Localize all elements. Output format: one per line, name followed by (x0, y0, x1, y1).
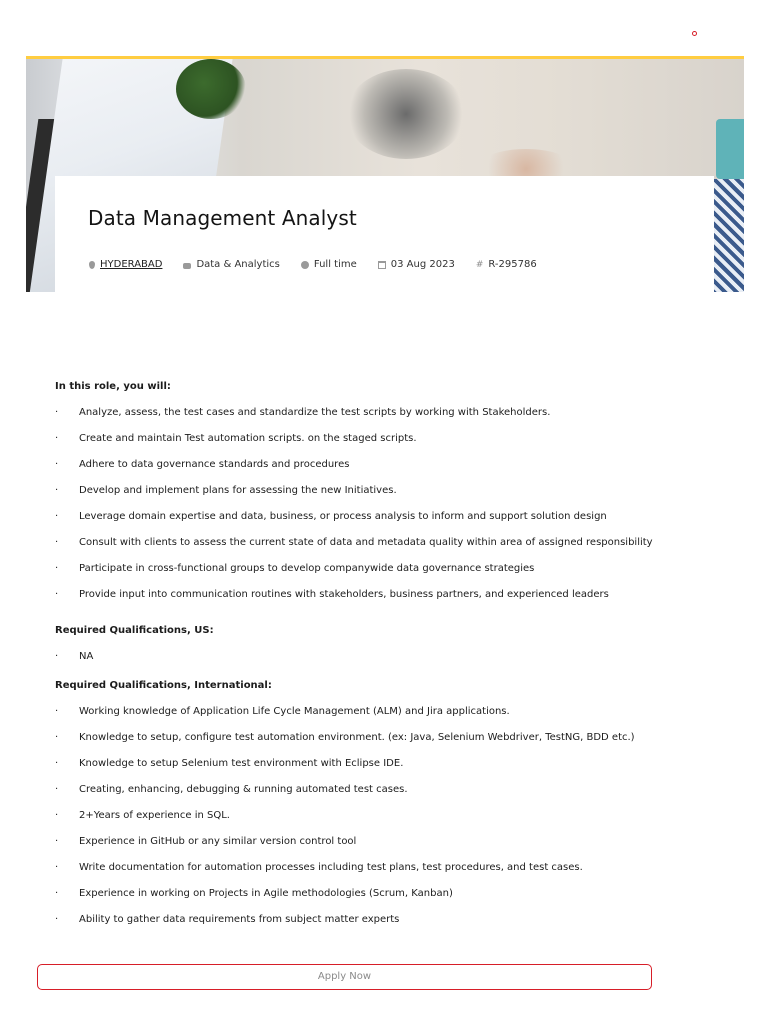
list-item: · Creating, enhancing, debugging & running automated test cases. (55, 771, 715, 797)
list-item: · Develop and implement plans for assessing the new Initiatives. (55, 472, 715, 498)
apply-now-button[interactable]: Apply Now (37, 964, 652, 990)
meta-location[interactable] (89, 259, 162, 270)
category-label: Data & Analytics (196, 259, 280, 270)
list-item: · Knowledge to setup Selenium test environment with Eclipse IDE. (55, 745, 715, 771)
list-item: · Consult with clients to assess the current state of data and metadata quality within area of assigned responsibility (55, 524, 715, 550)
meta-category (183, 259, 279, 270)
list-item: · Experience in working on Projects in Agile methodologies (Scrum, Kanban) (55, 875, 715, 901)
list-item: · Knowledge to setup, configure test automation environment. (ex: Java, Selenium Webdriver, TestNG, BDD etc.) (55, 719, 715, 745)
list-item: · Create and maintain Test automation scripts. on the staged scripts. (55, 420, 715, 446)
page-title: Data Management Analyst (88, 206, 357, 230)
list-item: · Leverage domain expertise and data, business, or process analysis to inform and support solution design (55, 498, 715, 524)
list-item: · Provide input into communication routines with stakeholders, business partners, and experienced leaders (55, 576, 715, 602)
list-item: · Working knowledge of Application Life Cycle Management (ALM) and Jira applications. (55, 693, 715, 719)
map-pin-icon (89, 261, 95, 269)
intl-qualifications-list (55, 693, 715, 927)
meta-type (301, 259, 357, 270)
list-item: · Participate in cross-functional groups to develop companywide data governance strategies (55, 550, 715, 576)
briefcase-icon (183, 263, 191, 269)
list-item: · Analyze, assess, the test cases and standardize the test scripts by working with Stakeholders. (55, 394, 715, 420)
section-heading: Required Qualifications, US: (55, 625, 214, 636)
section-heading: Required Qualifications, International: (55, 680, 272, 691)
us-qualifications-list (55, 638, 715, 664)
meta-id (476, 259, 537, 270)
job-meta (89, 259, 558, 270)
list-item: · 2+Years of experience in SQL. (55, 797, 715, 823)
hash-icon: # (475, 259, 484, 270)
list-item: · Ability to gather data requirements from subject matter experts (55, 901, 715, 927)
requisition-id-label: R-295786 (488, 259, 537, 270)
job-description (55, 380, 715, 927)
posted-date-label: 03 Aug 2023 (390, 259, 455, 270)
employment-type-label: Full time (313, 259, 357, 270)
responsibilities-list (55, 394, 715, 602)
list-item: · NA (55, 638, 715, 664)
list-item: · Write documentation for automation processes including test plans, test procedures, and test cases. (55, 849, 715, 875)
section-heading: In this role, you will: (55, 381, 171, 392)
clock-icon (301, 261, 309, 269)
location-link[interactable]: HYDERABAD (100, 259, 163, 270)
job-header-card (55, 176, 714, 306)
meta-date (378, 259, 455, 270)
notification-dot-icon (692, 31, 697, 36)
list-item: · Adhere to data governance standards and procedures (55, 446, 715, 472)
calendar-icon (378, 261, 386, 269)
list-item: · Experience in GitHub or any similar version control tool (55, 823, 715, 849)
